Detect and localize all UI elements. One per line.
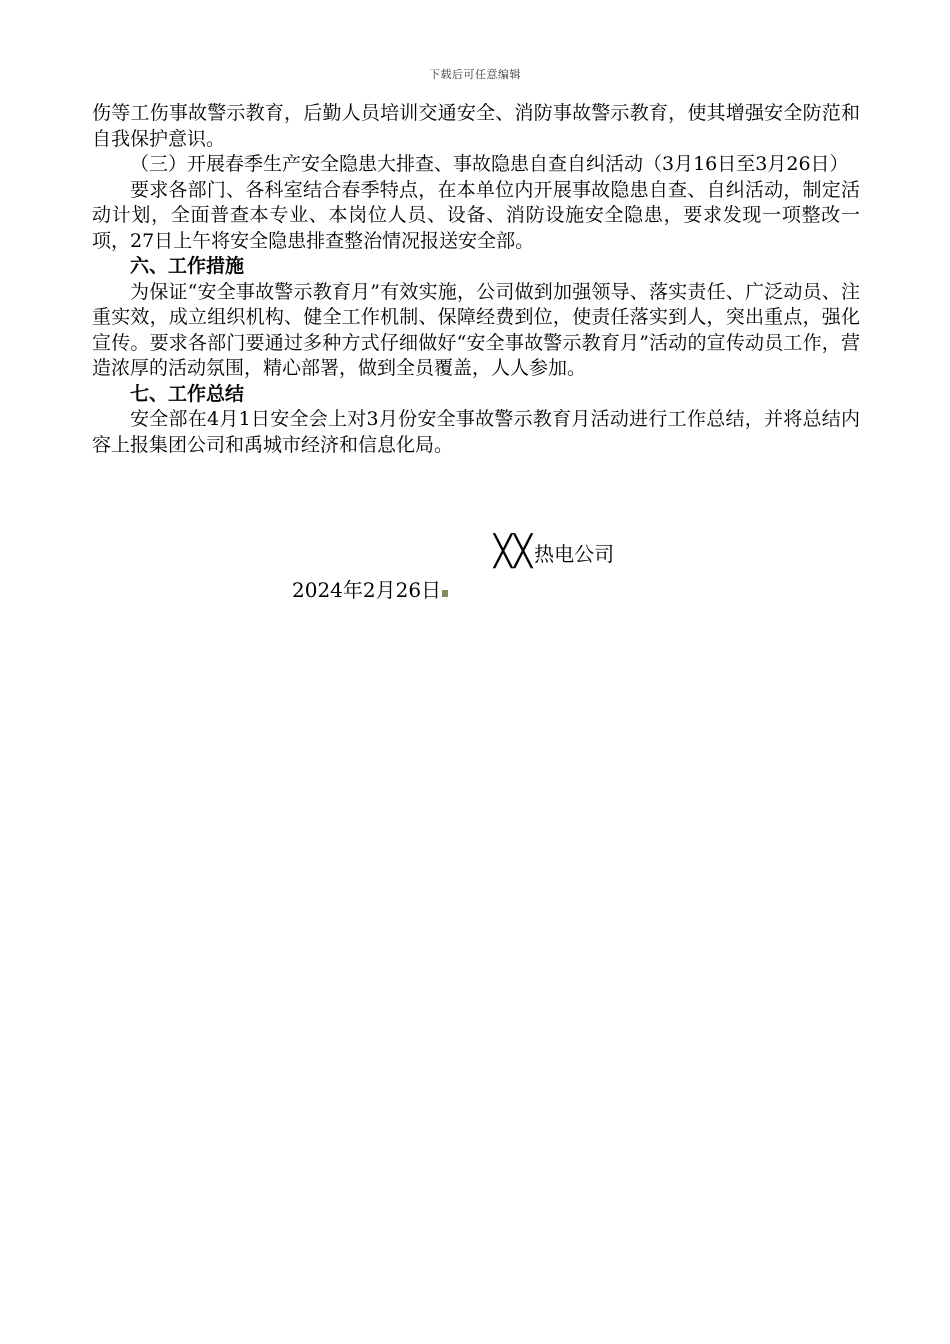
document-date-line [292, 574, 448, 603]
section-heading-measures: 六、工作措施 [130, 255, 245, 277]
document-body [92, 101, 860, 458]
paragraph-summary-body: 安全部在4月1日安全会上对3月份安全事故警示教育月活动进行工作总结，并将总结内容上报集团公司和禹城市经济和信息化局。 [92, 408, 860, 456]
paragraph-spring-inspection-body: 要求各部门、各科室结合春季特点，在本单位内开展事故隐患自查、自纠活动，制定活动计划，全面普查本专业、本岗位人员、设备、消防设施安全隐患，要求发现一项整改一项，27日上午将安全隐患排查整治情况报送安全部。 [92, 178, 860, 252]
paragraph-spring-inspection-title: （三）开展春季生产安全隐患大排查、事故隐患自查自纠活动（3月16日至3月26日） [130, 153, 849, 175]
paragraph-measures-body: 为保证“安全事故警示教育月”有效实施，公司做到加强领导、落实责任、广泛动员、注重实效，成立组织机构、健全工作机制、保障经费到位，使责任落实到人，突出重点，强化宣传。要求各部门要通过多种方式仔细做好“安全事故警示教育月”活动的宣传动员工作，营造浓厚的活动氛围，精心部署，做到全员覆盖，人人参加。 [92, 280, 860, 379]
document-date: 2024年2月26日 [292, 578, 442, 602]
signature-block [494, 534, 614, 569]
company-name: 热电公司 [534, 542, 615, 566]
page-header: 下载后可任意编辑 [429, 68, 521, 81]
paragraph-mark-icon [442, 590, 448, 597]
section-heading-summary: 七、工作总结 [130, 382, 245, 405]
paragraph-safety-training: 伤等工伤事故警示教育，后勤人员培训交通安全、消防事故警示教育，使其增强安全防范和自我保护意识。 [92, 102, 860, 150]
company-name-redacted-mark: ╳╳ [494, 534, 535, 569]
